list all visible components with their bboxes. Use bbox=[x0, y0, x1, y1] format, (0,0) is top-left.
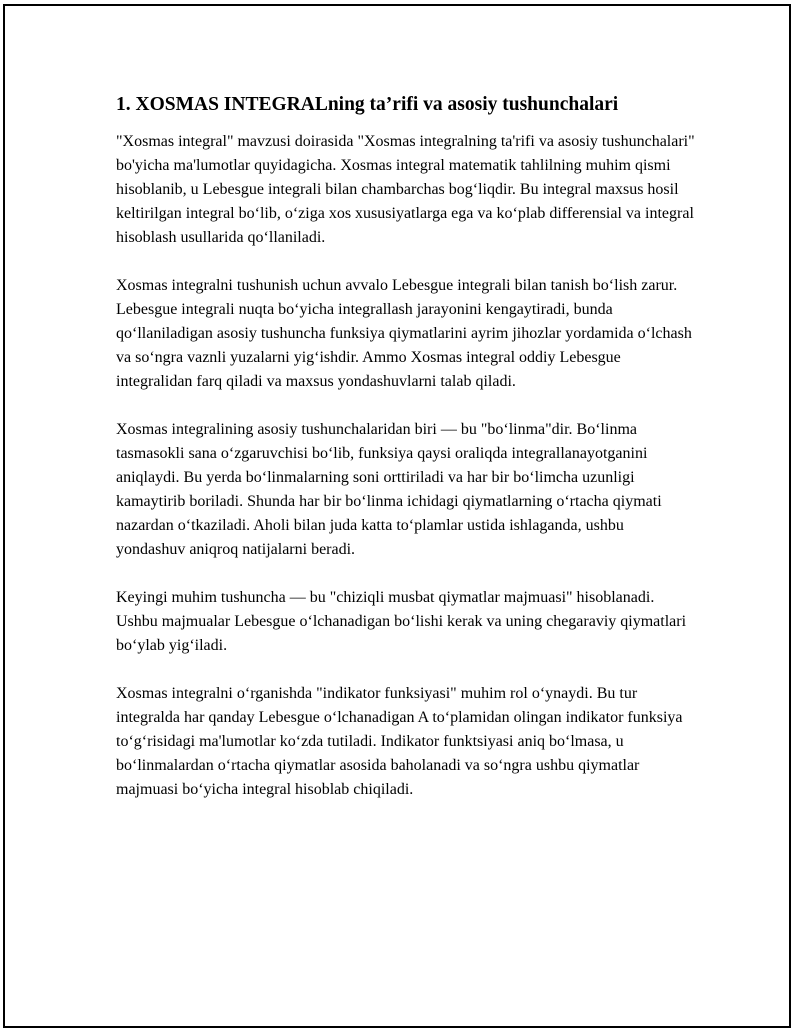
paragraph-1: "Xosmas integral" mavzusi doirasida "Xosmas integralning ta'rifi va asosiy tushunchalari" bo'yicha ma'lumotlar quyidagicha. Xosmas integral matematik tahlilning muhim qismi hisoblanib, u Lebesgue integrali bilan chambarchas bog‘liqdir. Bu integral maxsus hosil keltirilgan integral bo‘lib, o‘ziga xos xususiyatlarga ega va ko‘plab differensial va integral hisoblash usullarida qo‘llaniladi. bbox=[116, 133, 695, 246]
paragraph-4: Keyingi muhim tushuncha — bu "chiziqli musbat qiymatlar majmuasi" hisoblanadi. Ushbu majmualar Lebesgue o‘lchanadigan bo‘lishi kerak va uning chegaraviy qiymatlari bo‘ylab yig‘iladi. bbox=[116, 589, 687, 654]
paragraph-2: Xosmas integralni tushunish uchun avvalo Lebesgue integrali bilan tanish bo‘lish zarur. Lebesgue integrali nuqta bo‘yicha integrallash jarayonini kengaytiradi, bunda qo‘llaniladigan asosiy tushuncha funksiya qiymatlarini ayrim jihozlar yordamida o‘lchash va so‘ngra vaznli yuzalarni yig‘ishdir. Ammo Xosmas integral oddiy Lebesgue integralidan farq qiladi va maxsus yondashuvlarni talab qiladi. bbox=[116, 277, 692, 390]
document-title: 1. XOSMAS INTEGRALning ta’rifi va asosiy tushunchalari bbox=[116, 94, 619, 115]
paragraph-5: Xosmas integralni o‘rganishda "indikator funksiyasi" muhim rol o‘ynaydi. Bu tur integralda har qanday Lebesgue o‘lchanadigan A to‘plamidan olingan indikator funksiya to‘g‘risidagi ma'lumotlar ko‘zda tutiladi. Indikator funktsiyasi aniq bo‘lmasa, u bo‘linmalardan o‘rtacha qiymatlar asosida baholanadi va so‘ngra ushbu qiymatlar majmuasi bo‘yicha integral hisoblab chiqiladi. bbox=[116, 685, 683, 798]
document-body bbox=[116, 90, 696, 826]
paragraph-3: Xosmas integralining asosiy tushunchalaridan biri — bu "bo‘linma"dir. Bo‘linma tasmasokli sana o‘zgaruvchisi bo‘lib, funksiya qaysi oraliqda integrallanayotganini aniqlaydi. Bu yerda bo‘linmalarning soni orttiriladi va har bir bo‘limcha uzunligi kamaytirib boriladi. Shunda har bir bo‘linma ichidagi qiymatlarning o‘rtacha qiymati nazardan o‘tkaziladi. Aholi bilan juda katta to‘plamlar ustida ishlaganda, ushbu yondashuv aniqroq natijalarni beradi. bbox=[116, 421, 662, 558]
